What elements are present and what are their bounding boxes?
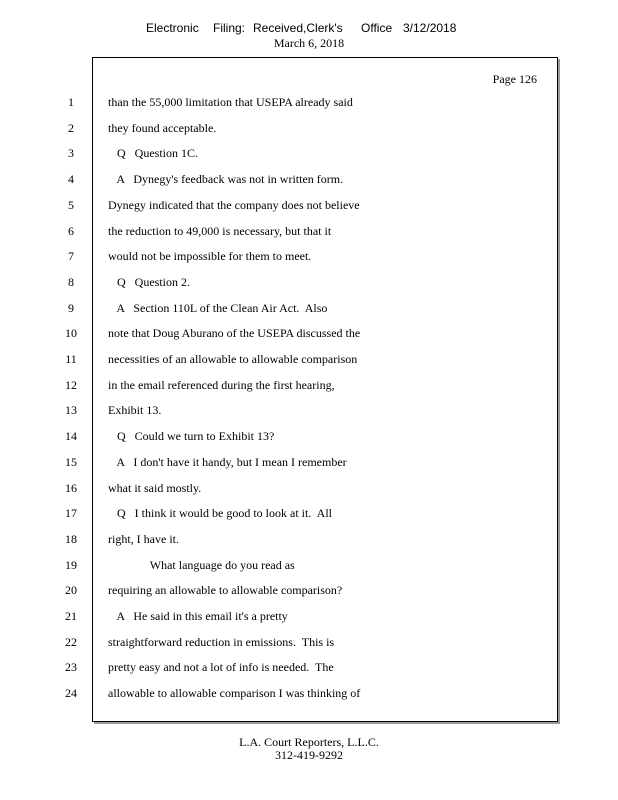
transcript-line-text: than the 55,000 limitation that USEPA already said <box>108 95 353 109</box>
transcript-line-text: pretty easy and not a lot of info is needed. The <box>108 660 334 674</box>
line-number: 5 <box>68 198 74 212</box>
transcript-line-text: what it said mostly. <box>108 481 202 495</box>
line-number: 13 <box>65 403 77 417</box>
line-number: 18 <box>65 532 77 546</box>
stamp-date: 3/12/2018 <box>403 21 457 35</box>
transcript-line-text: note that Doug Aburano of the USEPA discussed the <box>108 326 361 340</box>
line-number: 10 <box>65 326 77 340</box>
transcript-line-text: Q Question 1C. <box>108 146 198 160</box>
page-number: Page 126 <box>492 72 537 86</box>
transcript-line-text: they found acceptable. <box>108 121 217 135</box>
line-number: 3 <box>68 146 74 160</box>
line-number: 11 <box>65 352 77 366</box>
line-number: 22 <box>65 635 77 649</box>
line-number: 21 <box>65 609 77 623</box>
transcript-line-text: A Dynegy's feedback was not in written form. <box>108 172 344 186</box>
line-number: 15 <box>65 455 77 469</box>
electronic-filing-stamp <box>0 21 618 35</box>
transcript-line-text: requiring an allowable to allowable comparison? <box>108 583 343 597</box>
transcript-line-text: allowable to allowable comparison I was thinking of <box>108 686 361 700</box>
transcript-line-text: necessities of an allowable to allowable comparison <box>108 352 358 366</box>
hearing-date: March 6, 2018 <box>273 36 345 50</box>
line-number: 12 <box>65 378 77 392</box>
transcript-line-text: Q I think it would be good to look at it. All <box>108 506 332 520</box>
transcript-line-text: A He said in this email it's a pretty <box>108 609 288 623</box>
transcript-line-text: the reduction to 49,000 is necessary, but that it <box>108 224 332 238</box>
transcript-line-text: straightforward reduction in emissions. This is <box>108 635 335 649</box>
line-number: 16 <box>65 481 77 495</box>
line-number: 20 <box>65 583 77 597</box>
line-number: 6 <box>68 224 74 238</box>
transcript-line-text: A Section 110L of the Clean Air Act. Also <box>108 301 328 315</box>
line-number: 1 <box>68 95 74 109</box>
line-number: 24 <box>65 686 77 700</box>
transcript-line-text: in the email referenced during the first hearing, <box>108 378 335 392</box>
transcript-line-text: Q Could we turn to Exhibit 13? <box>108 429 275 443</box>
line-number: 23 <box>65 660 77 674</box>
transcript-line-text: Exhibit 13. <box>108 403 162 417</box>
footer-company: L.A. Court Reporters, L.L.C. <box>239 735 379 749</box>
line-number: 17 <box>65 506 77 520</box>
line-number: 8 <box>68 275 74 289</box>
stamp-office: Office <box>361 21 393 35</box>
footer-phone: 312-419-9292 <box>275 748 343 762</box>
stamp-filing: Filing: <box>213 21 246 35</box>
line-number: 19 <box>65 558 77 572</box>
line-number: 9 <box>68 301 74 315</box>
transcript-line-text: would not be impossible for them to meet. <box>108 249 312 263</box>
transcript-line-text: Q Question 2. <box>108 275 190 289</box>
stamp-electronic: Electronic <box>146 21 199 35</box>
line-number: 4 <box>68 172 74 186</box>
transcript-line-text: What language do you read as <box>108 558 295 572</box>
line-number: 14 <box>65 429 77 443</box>
transcript-line-text: Dynegy indicated that the company does not believe <box>108 198 360 212</box>
transcript-line-text: right, I have it. <box>108 532 179 546</box>
line-number: 2 <box>68 121 74 135</box>
stamp-received-clerks: Received,Clerk's <box>253 21 343 35</box>
line-number: 7 <box>68 249 74 263</box>
transcript-line-text: A I don't have it handy, but I mean I remember <box>108 455 347 469</box>
